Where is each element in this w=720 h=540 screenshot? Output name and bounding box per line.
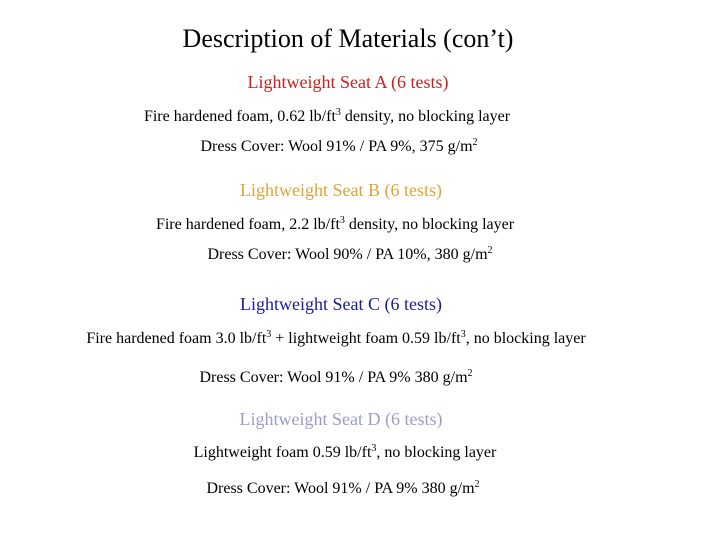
text: Dress Cover: Wool 91% / PA 9%, 375 g/m (200, 138, 473, 155)
seat-c-heading: Lightweight Seat C (6 tests) (240, 294, 442, 314)
superscript: 3 (371, 443, 377, 454)
superscript: 2 (474, 479, 480, 490)
superscript: 2 (472, 137, 478, 148)
seat-c-foam (86, 331, 585, 347)
superscript: 3 (339, 215, 345, 226)
seat-a-cover (200, 139, 477, 155)
text: Dress Cover: Wool 91% / PA 9% 380 g/m (199, 369, 468, 386)
text: density, no blocking layer (344, 216, 515, 233)
superscript: 3 (335, 107, 341, 118)
seat-b-foam (156, 217, 514, 233)
seat-a-foam (144, 109, 510, 125)
text: , no blocking layer (376, 444, 497, 461)
text: + lightweight foam 0.59 lb/ft (271, 330, 461, 347)
text: Dress Cover: Wool 91% / PA 9% 380 g/m (206, 480, 475, 497)
seat-a-heading: Lightweight Seat A (6 tests) (247, 72, 449, 92)
seat-c-cover (199, 370, 472, 386)
text: Fire hardened foam, 2.2 lb/ft (155, 216, 340, 233)
text: Fire hardened foam, 0.62 lb/ft (143, 108, 336, 125)
text: , no blocking layer (465, 330, 586, 347)
seat-d-foam (194, 445, 497, 461)
text: Lightweight foam 0.59 lb/ft (193, 444, 372, 461)
superscript: 2 (467, 368, 473, 379)
superscript: 3 (266, 329, 272, 340)
seat-d-heading: Lightweight Seat D (6 tests) (239, 409, 443, 429)
seat-b-heading: Lightweight Seat B (6 tests) (240, 180, 442, 200)
seat-b-cover (207, 247, 492, 263)
text: density, no blocking layer (340, 108, 511, 125)
page-title: Description of Materials (con’t) (182, 24, 514, 53)
superscript: 2 (487, 245, 493, 256)
superscript: 3 (460, 329, 466, 340)
seat-d-cover (206, 481, 479, 497)
text: Fire hardened foam 3.0 lb/ft (86, 330, 267, 347)
text: Dress Cover: Wool 90% / PA 10%, 380 g/m (207, 246, 488, 263)
